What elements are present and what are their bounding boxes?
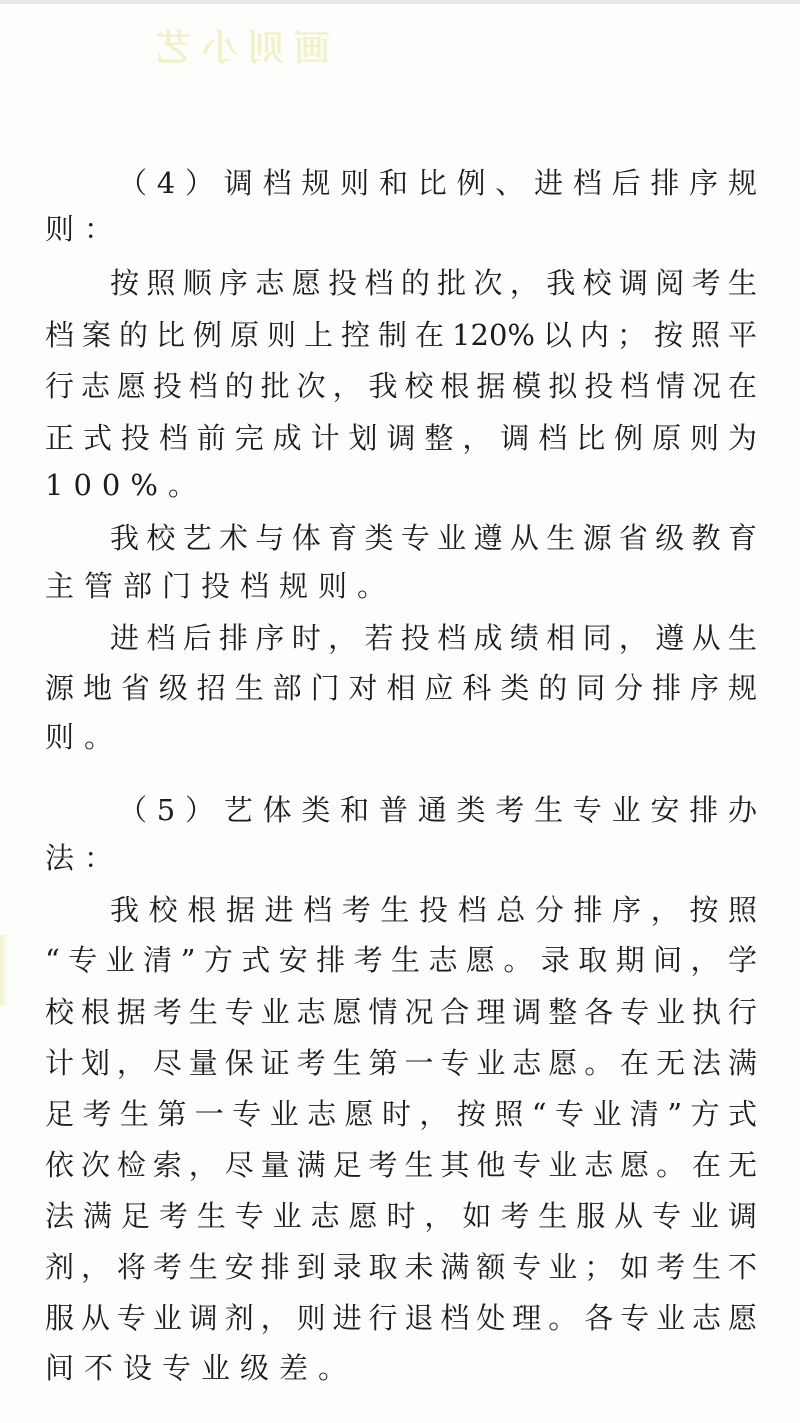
text-line: 我校艺术与体育类专业遵从生源省级教育 — [110, 521, 757, 555]
text-line: 按照顺序志愿投档的批次，我校调阅考生 — [110, 266, 757, 300]
text-line: 100%。 — [45, 468, 207, 502]
page-stain — [0, 935, 8, 1005]
text-line: 法满足考生专业志愿时，如考生服从专业调 — [45, 1199, 757, 1233]
text-line: 正式投档前完成计划调整，调档比例原则为 — [45, 421, 757, 455]
text-line: 档案的比例原则上控制在120%以内；按照平 — [45, 318, 757, 352]
text-line: 则： — [45, 212, 124, 246]
section-heading: （5）艺体类和普通类考生专业安排办 — [118, 793, 757, 827]
text-line: 我校根据进档考生投档总分排序，按照 — [110, 893, 757, 927]
text-line: 间不设专业级差。 — [45, 1351, 358, 1385]
text-line: 行志愿投档的批次，我校根据模拟投档情况在 — [45, 369, 757, 403]
text-line: 主管部门投档规则。 — [45, 569, 397, 603]
text-line: 服从专业调剂，则进行退档处理。各专业志愿 — [45, 1301, 757, 1335]
watermark: 画则小艺 — [146, 27, 331, 69]
text-line: “专业清”方式安排考生志愿。录取期间，学 — [45, 943, 757, 977]
text-line: 校根据考生专业志愿情况合理调整各专业执行 — [45, 995, 757, 1029]
text-line: 计划，尽量保证考生第一专业志愿。在无法满 — [45, 1046, 757, 1080]
text-line: 则。 — [45, 720, 124, 754]
text-line: 法： — [45, 841, 124, 875]
text-line: 进档后排序时，若投档成绩相同，遵从生 — [110, 621, 757, 655]
text-line: 源地省级招生部门对相应科类的同分排序规 — [45, 671, 757, 705]
text-line: 足考生第一专业志愿时，按照“专业清”方式 — [45, 1097, 757, 1131]
section-heading: （4）调档规则和比例、进档后排序规 — [118, 166, 757, 200]
text-line: 依次检索，尽量满足考生其他专业志愿。在无 — [45, 1148, 757, 1182]
text-line: 剂，将考生安排到录取未满额专业；如考生不 — [45, 1250, 757, 1284]
page-top-edge — [0, 0, 800, 4]
